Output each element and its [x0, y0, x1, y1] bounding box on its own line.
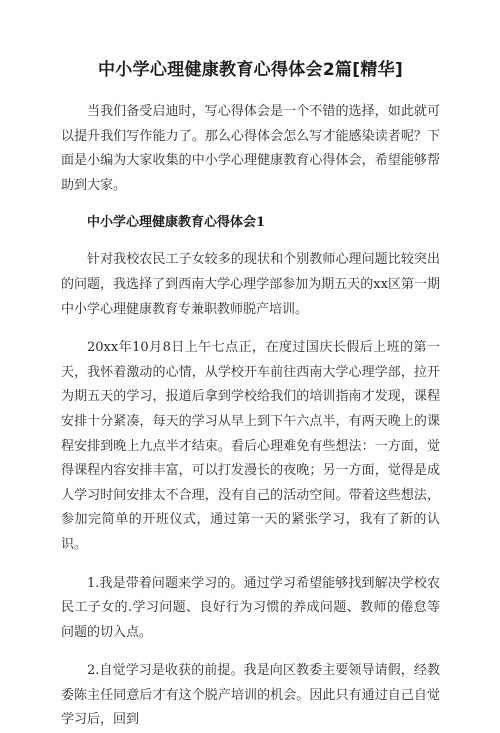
body-paragraph: 2.自觉学习是收获的前提。我是向区教委主要领导请假，经教委陈主任同意后才有这个脱产培训的机会。因此只有通过自己自觉学习后，回到 [61, 663, 440, 728]
section-heading: 中小学心理健康教育心得体会1 [87, 215, 266, 231]
body-paragraph: 20xx年10月8日上午七点正，在度过国庆长假后上班的第一天，我怀着激动的心情，从学校开车前往西南大学心理学部，拉开为期五天的学习，报道后拿到学校给我们的培训指南才发现，课程安排十分紧凑，每天的学习从早上到下午六点半，有两天晚上的课程安排到晚上九点半才结束。看后心理难免有些想法：一方面，觉得课程内容安排丰富，可以打发漫长的夜晚；另一方面，觉得是成人学习时间安排太不合理，没有自己的活动空间。带着这些想法，参加完简单的开班仪式，通过第一天的紧张学习，我有了新的认识。 [61, 340, 440, 552]
intro-paragraph: 当我们备受启迪时，写心得体会是一个不错的选择，如此就可以提升我们写作能力了。那么心得体会怎么写才能感染读者呢？下面是小编为大家收集的中小学心理健康教育心得体会，希望能够帮助到大家。 [61, 104, 440, 193]
document-title: 中小学心理健康教育心得体会2篇[精华] [97, 60, 404, 80]
body-paragraph: 1.我是带着问题来学习的。通过学习希望能够找到解决学校农民工子女的.学习问题、良好行为习惯的养成问题、教师的倦怠等问题的切入点。 [61, 575, 440, 640]
body-paragraph: 针对我校农民工子女较多的现状和个别教师心理问题比较突出的问题，我选择了到西南大学心理学部参加为期五天的xx区第一期中小学心理健康教育专兼职教师脱产培训。 [61, 252, 440, 317]
